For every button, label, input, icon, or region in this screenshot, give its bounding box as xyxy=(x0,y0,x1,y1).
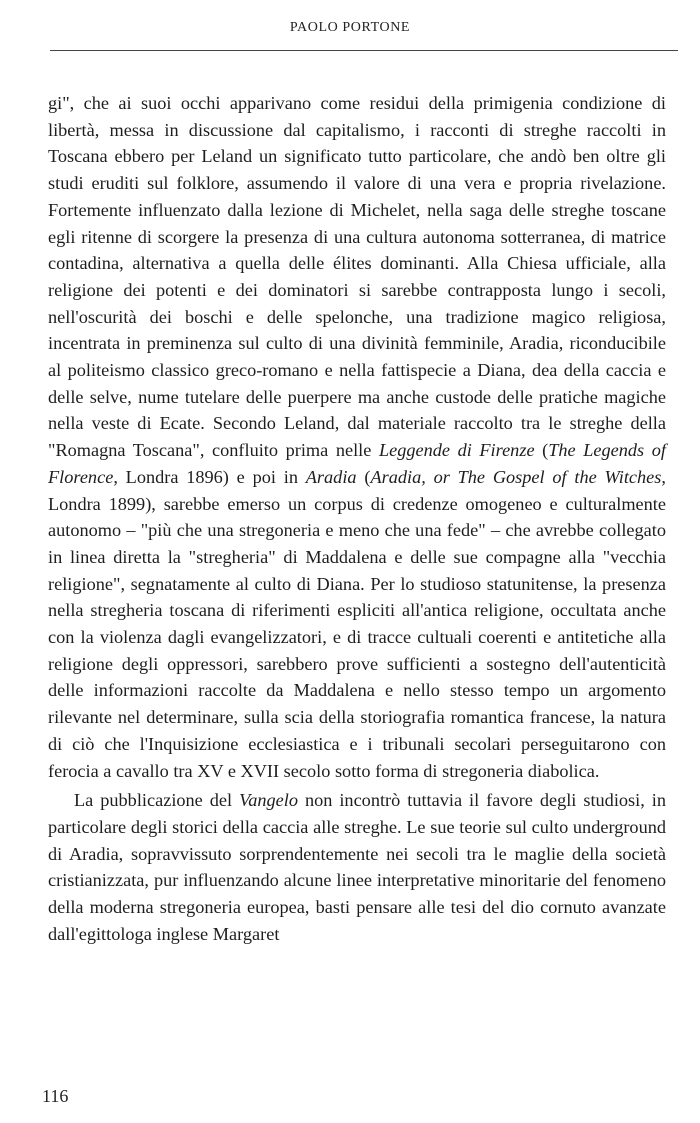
text-span: , Londra 1896) e poi in xyxy=(113,466,306,487)
italic-title: The Legends of Florence xyxy=(48,440,666,487)
italic-title: Aradia xyxy=(305,466,357,487)
text-span: ( xyxy=(356,466,371,487)
text-span: gi", che ai suoi occhi apparivano come residui della primigenia condizione di libertà, messa in discussione dal capitalismo, i racconti di streghe raccolti in Toscana ebbero per Leland un significato tutto particolare, che andò ben oltre gli studi eruditi sul folklore, assumendo il valore di una vera e propria rivelazione. Fortemente influenzato dalla lezione di Michelet, nella saga delle streghe toscane egli ritenne di scorgere la presenza di una cultura autonoma sotterranea, di matrice contadina, alternativa a quella delle élites dominanti. Alla Chiesa ufficiale, alla religione dei potenti e dei dominatori si sarebbe contrapposta lungo i secoli, nell'oscurità dei boschi e delle spelonche, una tradizione magico religiosa, incentrata in preminenza sul culto di una divinità femminile, Aradia, riconducibile al politeismo classico greco-romano e nella fattispecie a Diana, dea della caccia e delle selve, nume tutelare delle puerpere ma anche custode delle pratiche magiche nella veste di Ecate. Secondo Leland, dal materiale raccolto tra le streghe della "Romagna Toscana", confluito prima nelle xyxy=(48,93,666,461)
text-span: La pubblicazione del xyxy=(74,790,240,811)
header-rule xyxy=(50,50,678,51)
italic-title: Vangelo xyxy=(239,790,298,811)
body-text xyxy=(48,90,666,948)
text-span: ( xyxy=(534,440,549,461)
page-number: 116 xyxy=(42,1086,69,1106)
italic-title: Aradia, or The Gospel of the Witches xyxy=(370,466,662,487)
paragraph-2 xyxy=(48,787,666,947)
italic-title: Leggende di Firenze xyxy=(378,440,535,461)
paragraph-1 xyxy=(48,90,666,784)
text-span: non incontrò tuttavia il favore degli studiosi, in particolare degli storici della caccia alle streghe. Le sue teorie sul culto underground di Aradia, sopravvissuto sorprendentemente nei secoli tra le maglie della società cristianizzata, pur influenzando alcune linee interpretative minoritarie del fenomeno della moderna stregoneria europea, basti pensare alle tesi del dio cornuto avanzate dall'egittologa inglese Margaret xyxy=(48,790,666,944)
running-head: PAOLO PORTONE xyxy=(289,20,411,35)
text-span: , Londra 1899), sarebbe emerso un corpus di credenze omogeneo e culturalmente autonomo – "più che una stregoneria e meno che una fede" – che avrebbe collegato in linea diretta la "stregheria" di Maddalena e delle sue compagne alla "vecchia religione", segnatamente al culto di Diana. Per lo studioso statunitense, la presenza nella stregheria toscana di riferimenti espliciti all'antica religione, occultata anche con la violenza dagli evangelizzatori, e di tracce cultuali coerenti e antitetiche alla religione degli oppressori, sarebbero prove sufficienti a sostegno dell'autenticità delle informazioni raccolte da Maddalena e nello stesso tempo un argomento rilevante nel determinare, sulla scia della storiografia romantica francese, la natura di ciò che l'Inquisizione ecclesiastica e i tribunali secolari perseguitarono con ferocia a cavallo tra XV e XVII secolo sotto forma di stregoneria diabolica. xyxy=(48,466,666,781)
